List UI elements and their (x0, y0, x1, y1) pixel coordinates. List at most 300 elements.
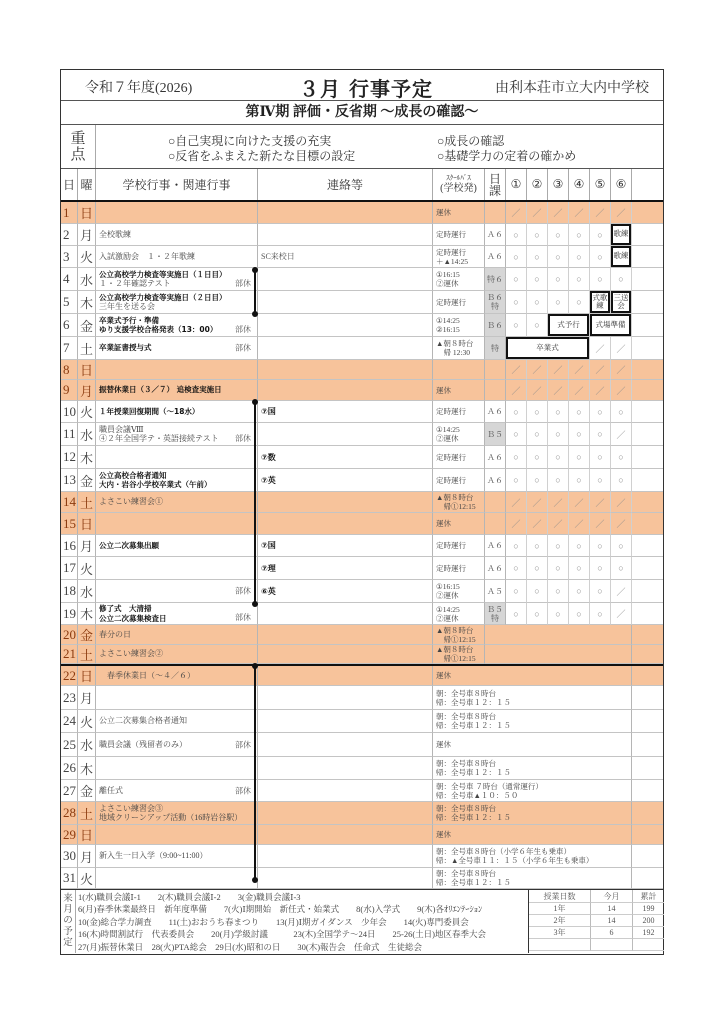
period-cell: ○ (590, 580, 611, 603)
blank-cell (632, 246, 663, 268)
contact-cell (258, 380, 433, 401)
blank-cell (632, 380, 663, 401)
bus-text: ①14:25 (436, 604, 460, 614)
day-number: 7 (61, 337, 78, 360)
period-cell: ○ (569, 469, 590, 492)
day-of-week: 金 (78, 780, 96, 802)
day-row (61, 423, 663, 446)
blank-cell (632, 580, 663, 603)
events-cell (96, 314, 258, 337)
bus-text: ②運休 (436, 613, 459, 623)
next-month-line: 10(金)総合学力調査 11(土)おおうち春まつり 13(月)Ⅰ期ガイダンス 少年会 14(火)専門委員会 (78, 916, 469, 927)
schedule-text: Ｂ６ (487, 320, 503, 330)
period-cell: ／ (569, 492, 590, 513)
header-school-bus (433, 169, 485, 200)
events-cell (96, 710, 258, 733)
bus-text: ②運休 (436, 591, 459, 600)
period-cell: ／ (548, 202, 569, 224)
blank-cell (632, 337, 663, 360)
day-number: 24 (61, 710, 78, 733)
day-number: 8 (61, 360, 78, 380)
bus-text: ①14:25 (436, 316, 460, 325)
period-cell: ／ (611, 513, 632, 535)
blank-cell (632, 780, 663, 802)
period-cell: ／ (611, 337, 632, 360)
day-number: 5 (61, 291, 78, 314)
period-cell: ／ (590, 380, 611, 401)
schedule-text: Ｂ５ (487, 429, 503, 439)
day-of-week: 月 (78, 845, 96, 868)
contact-cell: ⑥英 (258, 580, 433, 603)
day-row (61, 337, 663, 360)
events-cell (96, 202, 258, 224)
schedule-text: Ａ６ (487, 252, 503, 261)
period-cell: ○ (569, 446, 590, 469)
day-number: 20 (61, 625, 78, 645)
period-cell: ○ (548, 535, 569, 557)
header-period-1: ① (506, 169, 527, 200)
day-of-week: 月 (78, 224, 96, 246)
day-row (61, 535, 663, 557)
period-cell: ○ (527, 557, 548, 580)
club-off-note: 部休 (235, 279, 251, 288)
duration-bracket-line (254, 402, 256, 604)
period-cell: ○ (569, 557, 590, 580)
events-cell (96, 757, 258, 780)
day-of-week: 日 (78, 825, 96, 845)
period-cell: ○ (506, 224, 527, 246)
event-text: 職員会議（残留者のみ） (99, 739, 187, 749)
period-cell: ○ (527, 580, 548, 603)
contact-cell (258, 492, 433, 513)
bus-text: 朝：全号車８時台 (436, 759, 496, 768)
period-cell: ○ (590, 469, 611, 492)
period-cell: ／ (590, 513, 611, 535)
event-text: 春季休業日（～４／６） (99, 670, 195, 680)
events-cell (96, 603, 258, 625)
events-cell (96, 401, 258, 423)
event-text: 公立高校合格者通知 (99, 470, 167, 480)
day-row (61, 557, 663, 580)
day-of-week: 木 (78, 757, 96, 780)
bus-text: 朝：全号車 ７時台（通常運行） (436, 781, 543, 791)
period-cell: ○ (506, 603, 527, 625)
event-text: 修了式 大清掃 (99, 604, 152, 613)
blank-cell (632, 224, 663, 246)
day-of-week: 土 (78, 492, 96, 513)
bus-text: ①14:25 (436, 425, 460, 434)
day-row (61, 603, 663, 625)
period-cell: ／ (527, 492, 548, 513)
day-row (61, 360, 663, 380)
daily-schedule (485, 337, 506, 360)
period-cell: ○ (548, 557, 569, 580)
contact-cell (258, 268, 433, 291)
club-off-note: 部休 (235, 343, 251, 353)
bracket-dot-icon (252, 399, 258, 405)
contact-cell (258, 868, 433, 889)
events-cell (96, 666, 258, 686)
day-number: 18 (61, 580, 78, 603)
days-table (61, 200, 663, 889)
school-bus-cell (433, 666, 632, 686)
header-period-5: ⑤ (590, 169, 611, 200)
day-of-week: 水 (78, 733, 96, 757)
day-number: 15 (61, 513, 78, 535)
school-bus-cell (433, 380, 485, 401)
day-number: 14 (61, 492, 78, 513)
day-number: 21 (61, 645, 78, 664)
events-cell (96, 645, 258, 664)
period-cell: ／ (611, 423, 632, 446)
event-text: ④２年全国学テ・英語接続テスト (99, 434, 219, 443)
day-of-week: 日 (78, 360, 96, 380)
blank-cell (632, 401, 663, 423)
period-cell: ○ (506, 557, 527, 580)
events-cell (96, 423, 258, 446)
focus-item: ○基礎学力の定着の確かめ (437, 149, 577, 163)
class-days-empty (529, 939, 591, 951)
daily-schedule (485, 492, 506, 513)
bus-text: 帰：全号車１２：１５ (436, 878, 511, 887)
day-number: 2 (61, 224, 78, 246)
merged-period-cell (485, 625, 632, 645)
day-number: 12 (61, 446, 78, 469)
period-cell: ○ (590, 268, 611, 291)
day-of-week: 土 (78, 337, 96, 360)
period-cell: ○ (548, 246, 569, 268)
day-row (61, 757, 663, 780)
contact-cell (258, 291, 433, 314)
club-off-note: 部休 (235, 586, 251, 596)
period-cell: ○ (527, 535, 548, 557)
schedule-text: Ａ６ (487, 563, 503, 573)
contact-cell: ⑦数 (258, 446, 433, 469)
event-text: 公立二次募集検査日 (99, 613, 167, 623)
day-row (61, 446, 663, 469)
period-cell: ○ (506, 446, 527, 469)
bracket-dot-icon (252, 311, 258, 317)
period-cell: ○ (527, 446, 548, 469)
period-cell: ○ (569, 291, 590, 314)
bus-text: ▲朝８時台 (436, 625, 474, 635)
period-cell: ○ (590, 446, 611, 469)
bus-text: 帰：全号車１２：１５ (436, 768, 511, 777)
event-text: １年授業回復期間（～18水） (99, 406, 200, 416)
schedule-sheet (61, 70, 663, 954)
school-bus-cell (433, 246, 485, 268)
bus-text: ▲朝８時台 (436, 645, 474, 654)
period-cell: ／ (611, 380, 632, 401)
daily-schedule (485, 268, 506, 291)
period-cell: ○ (506, 580, 527, 603)
event-text: 公立高校学力検査等実施日（２日目） (99, 292, 227, 302)
day-row (61, 733, 663, 757)
period-cell: ○ (527, 603, 548, 625)
period-cell: ○ (506, 423, 527, 446)
class-days-header: 今月 (591, 890, 633, 903)
bus-text: ▲朝８時台 (436, 339, 474, 348)
daily-schedule (485, 423, 506, 446)
period-cell: ／ (569, 513, 590, 535)
period-cell: ／ (548, 513, 569, 535)
next-month-list (78, 891, 524, 953)
blank-cell (632, 710, 663, 733)
contact-cell (258, 513, 433, 535)
day-of-week: 火 (78, 246, 96, 268)
bus-text: ②運休 (436, 279, 459, 288)
header-events: 学校行事・関連行事 (96, 169, 258, 200)
bus-text: ①16:15 (436, 270, 460, 279)
day-row (61, 710, 663, 733)
header-bus-sub: (学校発) (440, 183, 477, 194)
daily-schedule (485, 380, 506, 401)
period-cell: ○ (548, 580, 569, 603)
blank-cell (632, 423, 663, 446)
class-days-total: 199 (633, 903, 664, 915)
duration-bracket-line (254, 666, 256, 880)
blank-cell (632, 513, 663, 535)
period-cell: ○ (527, 314, 548, 337)
event-text: 公立二次募集出願 (99, 540, 159, 550)
period-cell: ／ (611, 492, 632, 513)
period-cell: 卒業式 (506, 337, 590, 360)
daily-schedule (485, 360, 506, 380)
class-days-grade: 2年 (529, 915, 591, 927)
period-theme: 第Ⅳ期 評価・反省期 ～成長の確認～ (61, 101, 663, 125)
day-row (61, 845, 663, 868)
contact-cell (258, 645, 433, 664)
period-cell: ○ (548, 446, 569, 469)
events-cell (96, 446, 258, 469)
bus-text: 帰：全号車１２：１５ (436, 813, 511, 822)
period-cell: ○ (569, 268, 590, 291)
event-text: 卒業式予行・準備 (99, 315, 159, 325)
title-row (61, 70, 663, 101)
period-cell: ○ (527, 268, 548, 291)
period-cell: ／ (590, 337, 611, 360)
schedule-text: Ｂ５ (487, 604, 503, 614)
class-days-month: 6 (591, 927, 633, 939)
event-text: 公立高校学力検査等実施日（１日目） (99, 269, 227, 279)
event-text: よさこい練習会① (99, 497, 163, 507)
period-cell: 三送会 (611, 291, 632, 314)
contact-cell (258, 825, 433, 845)
period-cell: ○ (569, 401, 590, 423)
blank-cell (632, 757, 663, 780)
header-period-2: ② (527, 169, 548, 200)
daily-schedule (485, 291, 506, 314)
bus-text: 帰：全号車▲１０：５０ (436, 790, 519, 800)
next-month-label-text: 来月の予定 (63, 894, 73, 948)
next-month-section (61, 889, 663, 954)
bus-text: 帰①12:15 (436, 634, 476, 644)
period-cell: ／ (569, 380, 590, 401)
blank-cell (632, 825, 663, 845)
daily-schedule (485, 246, 506, 268)
header-schedule-text: 日課 (489, 171, 502, 198)
school-bus-cell (433, 802, 632, 825)
period-cell: ○ (548, 603, 569, 625)
period-cell: ○ (527, 423, 548, 446)
class-days-grade: 3年 (529, 927, 591, 939)
club-off-note: 部休 (235, 325, 251, 334)
focus-item: ○自己実現に向けた支援の充実 (168, 134, 332, 148)
day-number: 16 (61, 535, 78, 557)
schedule-text: Ｂ６ (487, 293, 503, 302)
school-bus-cell (433, 557, 485, 580)
day-row (61, 868, 663, 889)
period-cell: ○ (548, 469, 569, 492)
club-off-note: 部休 (235, 434, 251, 443)
class-days-empty (591, 939, 633, 951)
header-period-4: ④ (569, 169, 590, 200)
school-bus-cell (433, 780, 632, 802)
contact-cell (258, 625, 433, 645)
event-text: 卒業証書授与式 (99, 343, 152, 353)
period-cell: ○ (506, 535, 527, 557)
day-number: 6 (61, 314, 78, 337)
events-cell (96, 686, 258, 710)
events-cell (96, 868, 258, 889)
next-month-line: 1(水)職員会議Ⅰ-1 2(木)職員会議Ⅰ-2 3(金)職員会議Ⅰ-3 (78, 892, 301, 902)
next-month-line: 6(月)春季休業最終日 新年度準備 7(火)Ⅰ期開始 新任式・始業式 8(水)入学式 9(木)各ｵﾘｴﾝﾃｰｼｮﾝ (78, 904, 483, 915)
events-cell (96, 802, 258, 825)
contact-cell (258, 337, 433, 360)
header-day: 日 (61, 169, 78, 200)
day-of-week: 日 (78, 666, 96, 686)
bus-text: ▲朝８時台 (436, 493, 474, 502)
day-row (61, 645, 663, 664)
day-number: 28 (61, 802, 78, 825)
contact-cell (258, 360, 433, 380)
daily-schedule (485, 469, 506, 492)
contact-cell: ⑦理 (258, 557, 433, 580)
period-cell: ○ (611, 535, 632, 557)
day-of-week: 月 (78, 686, 96, 710)
contact-cell (258, 733, 433, 757)
schedule-text: Ａ５ (487, 586, 503, 596)
period-cell: ／ (548, 360, 569, 380)
class-days-empty (633, 939, 664, 951)
blank-cell (632, 268, 663, 291)
day-number: 13 (61, 469, 78, 492)
daily-schedule (485, 557, 506, 580)
events-cell (96, 733, 258, 757)
period-cell: ／ (527, 380, 548, 401)
class-days-header: 累計 (633, 890, 664, 903)
bus-text: 朝：全号車８時台（小学６年生も乗車） (436, 847, 571, 856)
school-bus-cell (433, 291, 485, 314)
school-bus-cell (433, 686, 632, 710)
bracket-dot-icon (252, 877, 258, 883)
period-cell: ○ (611, 446, 632, 469)
daily-schedule (485, 513, 506, 535)
period-cell: ○ (569, 224, 590, 246)
event-text: 新入生一日入学（9:00~11:00） (99, 851, 208, 861)
period-cell: ○ (611, 469, 632, 492)
daily-schedule (485, 603, 506, 625)
events-cell (96, 268, 258, 291)
merged-period-cell (485, 645, 632, 664)
period-cell: ／ (506, 360, 527, 380)
school-bus-cell (433, 337, 485, 360)
class-days-month: 14 (591, 903, 633, 915)
bus-text: 朝：全号車８時台 (436, 869, 496, 878)
day-of-week: 月 (78, 535, 96, 557)
bus-text: 定時運行 (436, 541, 466, 550)
event-text: 春分の日 (99, 629, 131, 639)
club-off-note: 部休 (235, 613, 251, 622)
header-schedule (485, 169, 506, 200)
day-of-week: 火 (78, 557, 96, 580)
blank-cell (632, 535, 663, 557)
day-number: 1 (61, 202, 78, 224)
event-text: 離任式 (99, 785, 123, 795)
contact-cell (258, 202, 433, 224)
blank-cell (632, 733, 663, 757)
school-bus-cell (433, 423, 485, 446)
event-text: ゆり支援学校合格発表（13：00） (99, 325, 218, 334)
club-off-note: 部休 (235, 740, 251, 749)
period-cell: ／ (590, 360, 611, 380)
period-cell: ○ (611, 268, 632, 291)
bracket-dot-icon (252, 267, 258, 273)
day-row (61, 625, 663, 645)
day-of-week: 木 (78, 446, 96, 469)
contact-cell (258, 666, 433, 686)
events-cell (96, 246, 258, 268)
period-cell: ○ (569, 246, 590, 268)
duration-bracket-line (254, 270, 256, 314)
contact-cell: ⑦英 (258, 469, 433, 492)
school-bus-cell (433, 513, 485, 535)
period-cell: 式場準備 (590, 314, 632, 337)
contact-cell (258, 757, 433, 780)
day-of-week: 金 (78, 314, 96, 337)
header-blank (632, 169, 663, 200)
day-of-week: 日 (78, 513, 96, 535)
header-period-6: ⑥ (611, 169, 632, 200)
period-cell: ／ (506, 202, 527, 224)
period-cell: ／ (569, 360, 590, 380)
period-cell: ○ (527, 224, 548, 246)
events-cell (96, 469, 258, 492)
day-row (61, 686, 663, 710)
schedule-text: Ａ６ (487, 475, 503, 485)
events-cell (96, 580, 258, 603)
period-cell: ○ (590, 224, 611, 246)
school-bus-cell (433, 469, 485, 492)
bus-text: ①16:15 (436, 582, 460, 591)
day-row (61, 492, 663, 513)
period-cell: ○ (506, 314, 527, 337)
blank-cell (632, 625, 663, 645)
period-cell: ○ (506, 401, 527, 423)
school-bus-cell (433, 733, 632, 757)
school-bus-cell (433, 845, 632, 868)
contact-cell (258, 686, 433, 710)
events-cell (96, 825, 258, 845)
day-of-week: 土 (78, 645, 96, 664)
school-bus-cell (433, 603, 485, 625)
page-title: ３月 行事予定 (299, 77, 433, 101)
period-cell: ／ (527, 360, 548, 380)
event-text: よさこい練習会③ (99, 803, 163, 813)
contact-cell: ⑦国 (258, 535, 433, 557)
daily-schedule (485, 202, 506, 224)
event-text: 全校歌練 (99, 229, 131, 239)
